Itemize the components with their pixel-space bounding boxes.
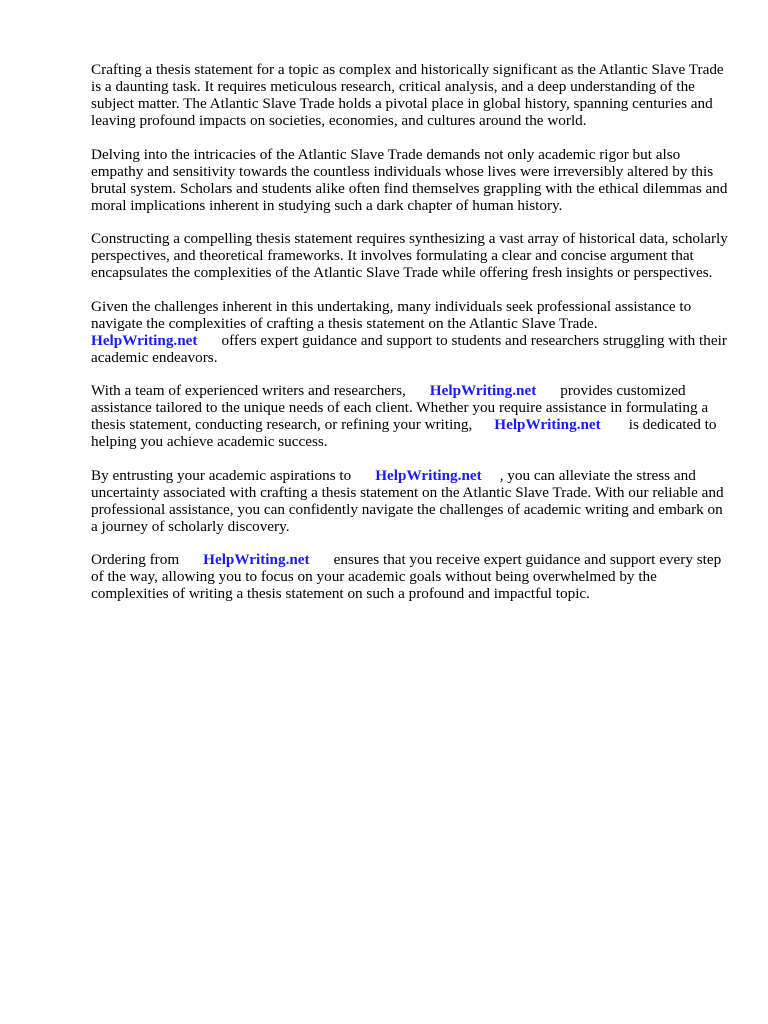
paragraph-thesis-construction xyxy=(91,230,731,281)
paragraph-text: is dedicated to helping you achieve academic success. xyxy=(91,416,717,450)
paragraph-text: provides customized assistance tailored to the unique needs of each client. Whether you require assistance in formulating a thesis statement, conducting research, or refining your writing, xyxy=(91,382,709,433)
paragraph-text: offers expert guidance and support to students and researchers struggling with their academic endeavors. xyxy=(91,331,727,366)
paragraph-intro xyxy=(91,61,731,129)
paragraph-entrusting xyxy=(91,467,731,535)
paragraph-text: Crafting a thesis statement for a topic as complex and historically significant as the Atlantic Slave Trade is a daunting task. It requires meticulous research, critical analysis, and a deep understanding of the subject matter. The Atlantic Slave Trade holds a pivotal place in global history, spanning centuries and leaving profound impacts on societies, economies, and cultures around the world. xyxy=(91,61,724,129)
paragraph-text: ensures that you receive expert guidance and support every step of the way, allowing you to focus on your academic goals without being overwhelmed by the complexities of writing a thesis statement on such a profound and impactful topic. xyxy=(91,551,722,602)
paragraph-text: Delving into the intricacies of the Atlantic Slave Trade demands not only academic rigor but also empathy and sensitivity towards the countless individuals whose lives were irreversibly altered by this brutal system. Scholars and students alike often find themselves grappling with the ethical dilemmas and moral implications inherent in studying such a dark chapter of human history. xyxy=(91,145,728,214)
paragraph-text: Constructing a compelling thesis statement requires synthesizing a vast array of historical data, scholarly perspectives, and theoretical frameworks. It involves formulating a clear and concise argument that encapsulates the complexities of the Atlantic Slave Trade while offering fresh insights or perspectives. xyxy=(91,230,728,281)
helpwriting-link[interactable]: HelpWriting.net xyxy=(91,331,198,349)
paragraph-text: Ordering from xyxy=(91,551,180,568)
paragraph-empathy xyxy=(91,146,731,214)
paragraph-text: By entrusting your academic aspirations to xyxy=(91,466,352,484)
paragraph-text: With a team of experienced writers and researchers, xyxy=(91,382,406,399)
helpwriting-link[interactable]: HelpWriting.net xyxy=(429,382,537,399)
paragraph-team xyxy=(91,382,731,450)
paragraph-text: Given the challenges inherent in this undertaking, many individuals seek professional assistance to navigate the complexities of crafting a thesis statement on the Atlantic Slave Trade. xyxy=(91,297,692,332)
helpwriting-link[interactable]: HelpWriting.net xyxy=(494,416,601,433)
paragraph-text: , you can alleviate the stress and uncertainty associated with crafting a thesis statement on the Atlantic Slave Trade. With our reliable and professional assistance, you can confidently navigate the challenges of academic writing and embark on a journey of scholarly discovery. xyxy=(91,466,724,535)
paragraph-ordering xyxy=(91,551,731,602)
paragraph-assistance xyxy=(91,298,731,366)
helpwriting-link[interactable]: HelpWriting.net xyxy=(375,466,482,484)
helpwriting-link[interactable]: HelpWriting.net xyxy=(203,551,310,568)
document-body xyxy=(91,61,731,619)
